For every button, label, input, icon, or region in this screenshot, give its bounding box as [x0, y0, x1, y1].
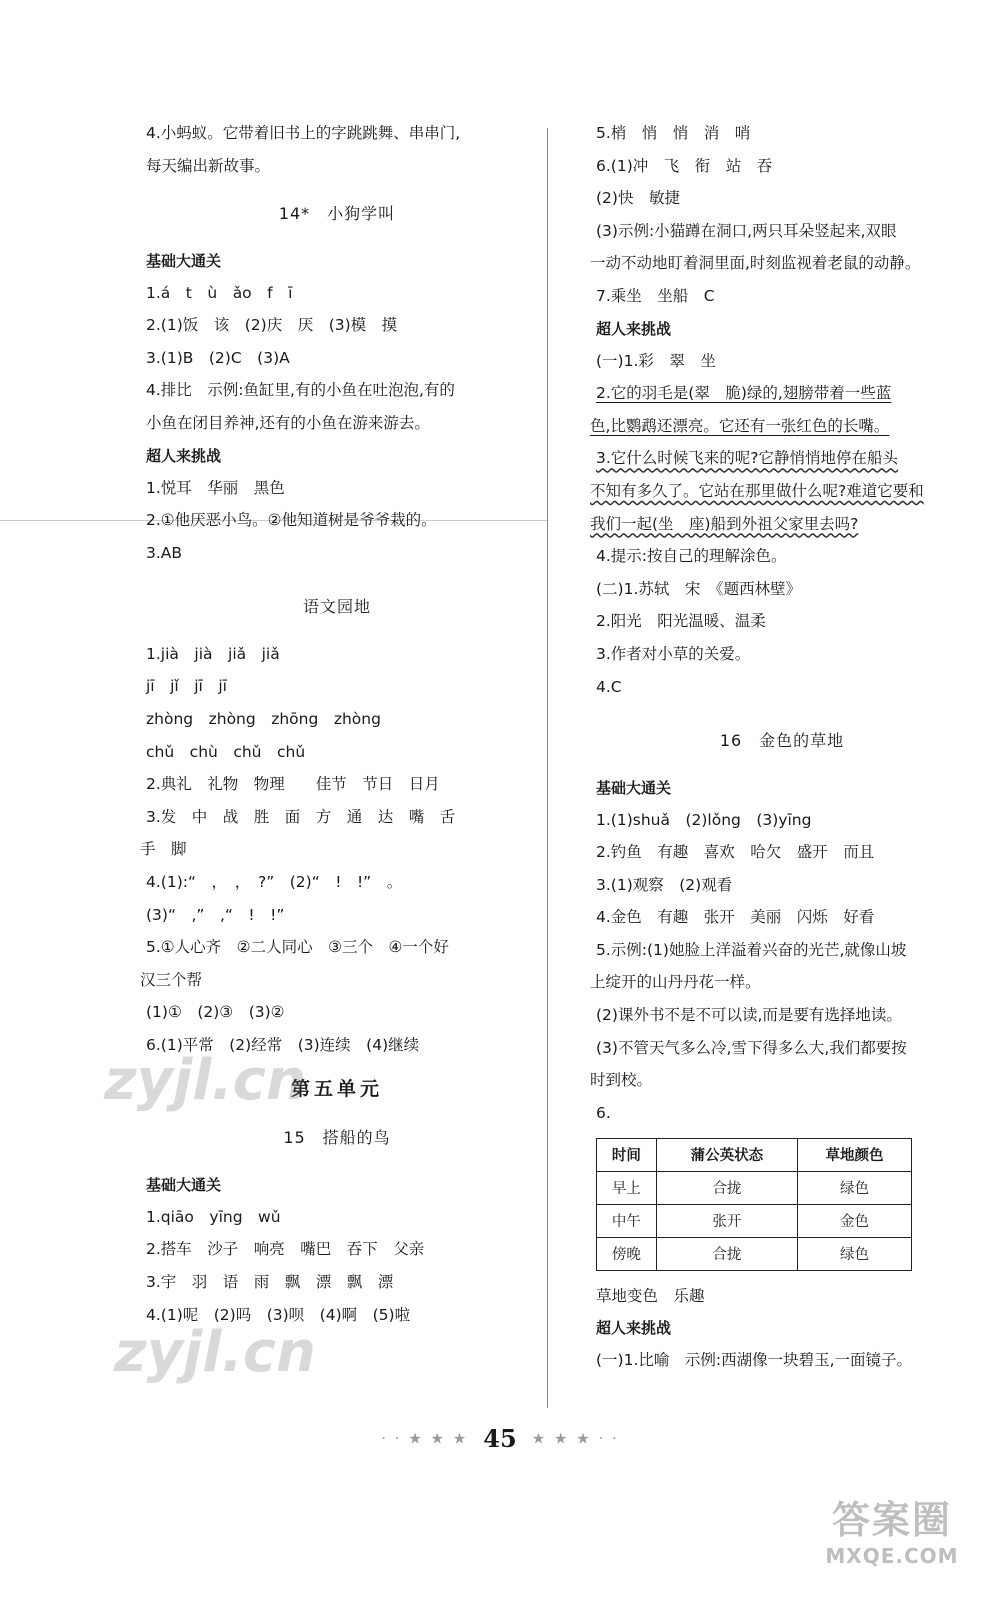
corner-watermark	[802, 1489, 982, 1568]
answer-line: 1.jià jià jiǎ jiǎ	[146, 644, 280, 663]
answer-line: (3)不管天气多么冷,雪下得多么大,我们都要按	[596, 1038, 907, 1057]
page-footer	[0, 1424, 1000, 1453]
answer-line: 6.(1)冲 飞 衔 站 吞	[596, 156, 773, 175]
table-row	[597, 1204, 912, 1237]
answer-line: 6.	[596, 1103, 611, 1122]
answer-line: (1)① (2)③ (3)②	[146, 1003, 285, 1022]
answer-line: (3)示例:小猫蹲在洞口,两只耳朵竖起来,双眼	[596, 221, 897, 240]
answer-line: chǔ chù chǔ chǔ	[146, 742, 306, 761]
answer-line: 草地变色 乐趣	[596, 1286, 705, 1305]
answer-line: 3.发 中 战 胜 面 方 通 达 嘴 舌	[146, 807, 456, 826]
lesson-15-title: 15 搭船的鸟	[283, 1127, 391, 1147]
answer-table	[596, 1138, 912, 1271]
table-cell: 早上	[597, 1171, 657, 1204]
right-column	[590, 122, 968, 1382]
watermark: zyjl.cn	[114, 1320, 316, 1385]
answer-line: 4.小蚂蚁。它带着旧书上的字跳跳舞、串串门,	[146, 124, 461, 142]
answer-line: 每天编出新故事。	[146, 156, 271, 175]
answer-line: 2.典礼 礼物 物理 佳节 节日 日月	[146, 775, 440, 794]
answer-line: 5.①人心齐 ②二人同心 ③三个 ④一个好	[146, 938, 449, 957]
table-cell: 绿色	[797, 1237, 911, 1270]
answer-line: 3.(1)B (2)C (3)A	[146, 348, 290, 367]
basic-heading: 基础大通关	[146, 1175, 222, 1194]
wavy-underlined-answer: 3.它什么时候飞来的呢?它静悄悄地停在船头	[596, 449, 899, 468]
basic-heading: 基础大通关	[146, 251, 222, 270]
table-header: 时间	[597, 1138, 657, 1171]
answer-line: 4.排比 示例:鱼缸里,有的小鱼在吐泡泡,有的	[146, 381, 455, 400]
answer-line: 4.金色 有趣 张开 美丽 闪烁 好看	[596, 908, 875, 927]
answer-line: (二)1.苏轼 宋 《题西林壁》	[596, 579, 802, 598]
answer-line: 1.悦耳 华丽 黑色	[146, 478, 285, 497]
unit-five-title: 第五单元	[290, 1077, 383, 1100]
table-header: 草地颜色	[797, 1138, 911, 1171]
answer-line: (3)“ ,” ,“ ! !”	[146, 905, 285, 924]
table-cell: 中午	[597, 1204, 657, 1237]
answer-line: 3.宇 羽 语 雨 飘 漂 飘 漂	[146, 1273, 394, 1292]
table-cell: 傍晚	[597, 1237, 657, 1270]
underlined-answer: 色,比鹦鹉还漂亮。它还有一张红色的长嘴。	[590, 416, 890, 435]
wavy-underlined-answer: 不知有多久了。它站在那里做什么呢?难道它要和	[590, 481, 924, 500]
challenge-heading: 超人来挑战	[596, 319, 672, 338]
wavy-underlined-answer: 我们一起(坐 座)船到外祖父家里去吗?	[590, 514, 859, 533]
answer-line: (一)1.比喻 示例:西湖像一块碧玉,一面镜子。	[596, 1351, 913, 1370]
watermark: zyjl.cn	[104, 1048, 306, 1113]
answer-line: 4.C	[596, 677, 622, 696]
underlined-answer: 2.它的羽毛是(翠 脆)绿的,翅膀带着一些蓝	[596, 384, 892, 403]
table-header-row	[597, 1138, 912, 1171]
corner-watermark-logo: 答案圈	[831, 1498, 952, 1542]
answer-line: (一)1.彩 翠 坐	[596, 351, 716, 370]
table-header: 蒲公英状态	[656, 1138, 797, 1171]
corner-watermark-url: MXQE.COM	[825, 1544, 959, 1568]
answer-line: 3.作者对小草的关爱。	[596, 644, 751, 663]
answer-line: 上绽开的山丹丹花一样。	[590, 973, 761, 992]
answer-line: 小鱼在闭目养神,还有的小鱼在游来游去。	[146, 413, 430, 432]
answer-line: 5.梢 悄 悄 消 哨	[596, 124, 751, 142]
answer-line: 5.示例:(1)她脸上洋溢着兴奋的光芒,就像山坡	[596, 940, 907, 959]
answer-line: jī jǐ jī jī	[146, 677, 227, 696]
answer-line: 2.钓鱼 有趣 喜欢 哈欠 盛开 而且	[596, 843, 875, 862]
star-decoration-right: ★ ★ ★ · ·	[531, 1429, 619, 1448]
page-number: 45	[483, 1424, 517, 1453]
answer-line: 3.AB	[146, 543, 183, 562]
lesson-16-title: 16 金色的草地	[719, 730, 845, 750]
table-row	[597, 1171, 912, 1204]
table-cell: 绿色	[797, 1171, 911, 1204]
answer-line: 汉三个帮	[140, 970, 203, 989]
lesson-14-title: 14* 小狗学叫	[278, 203, 396, 223]
answer-line: zhòng zhòng zhōng zhòng	[146, 709, 381, 728]
table-cell: 合拢	[656, 1237, 797, 1270]
table-cell: 金色	[797, 1204, 911, 1237]
basic-heading: 基础大通关	[596, 778, 672, 797]
answer-line: 一动不动地盯着洞里面,时刻监视着老鼠的动静。	[590, 254, 921, 273]
answer-line: 1.á t ù ǎo f ī	[146, 283, 293, 302]
star-decoration-left: · · ★ ★ ★	[381, 1429, 469, 1448]
table-cell: 合拢	[656, 1171, 797, 1204]
answer-line: 时到校。	[590, 1071, 653, 1090]
yuwen-yuandi-title: 语文园地	[302, 596, 371, 616]
answer-line: (2)课外书不是不可以读,而是要有选择地读。	[596, 1006, 902, 1025]
answer-line: 2.①他厌恶小鸟。②他知道树是爷爷栽的。	[146, 511, 437, 530]
answer-line: 1.(1)shuǎ (2)lǒng (3)yīng	[596, 810, 812, 829]
answer-line: 6.(1)平常 (2)经常 (3)连续 (4)继续	[146, 1035, 420, 1054]
answer-line: 2.搭车 沙子 响亮 嘴巴 吞下 父亲	[146, 1240, 425, 1259]
challenge-heading: 超人来挑战	[146, 446, 222, 465]
answer-line: 2.(1)饭 该 (2)庆 厌 (3)模 摸	[146, 316, 398, 335]
answer-line: (2)快 敏捷	[596, 189, 680, 208]
challenge-heading: 超人来挑战	[596, 1319, 672, 1338]
answer-line: 1.qiāo yīng wǔ	[146, 1207, 281, 1226]
answer-line: 手 脚	[140, 840, 187, 859]
answer-line: 4.(1):“ ， ， ?” (2)“ ! !” 。	[146, 872, 403, 891]
answer-line: 2.阳光 阳光温暖、温柔	[596, 612, 766, 631]
answer-line: 3.(1)观察 (2)观看	[596, 875, 733, 894]
answer-line: 7.乘坐 坐船 C	[596, 286, 715, 305]
left-column	[140, 122, 528, 1336]
column-divider	[547, 128, 548, 1408]
table-cell: 张开	[656, 1204, 797, 1237]
answer-line: 4.提示:按自己的理解涂色。	[596, 547, 787, 566]
answer-line: 4.(1)呢 (2)吗 (3)呗 (4)啊 (5)啦	[146, 1305, 411, 1324]
table-row	[597, 1237, 912, 1270]
